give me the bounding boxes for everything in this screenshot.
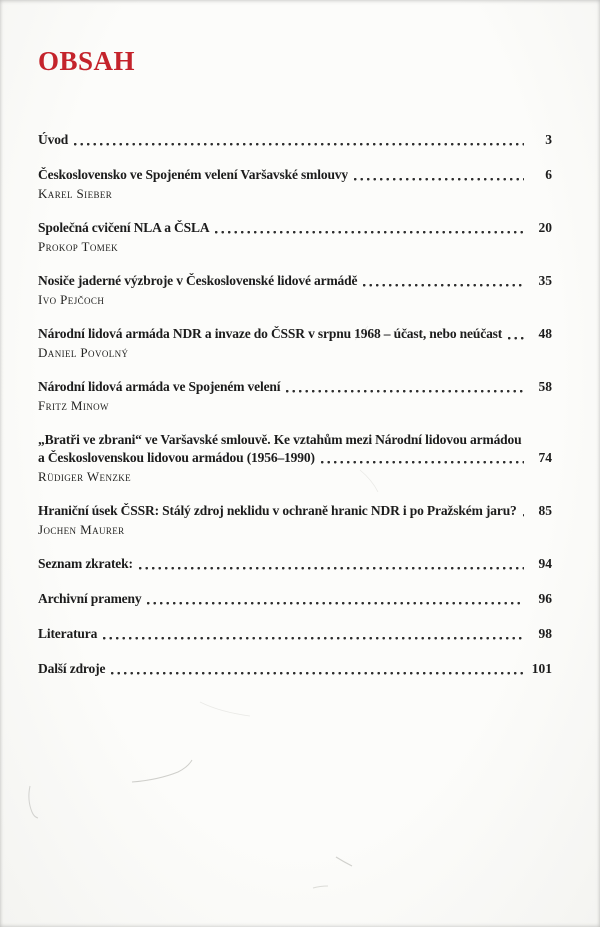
toc-entry-row — [38, 272, 552, 290]
toc-entry-row — [38, 590, 552, 608]
dot-leader — [508, 337, 524, 340]
dot-leader — [147, 602, 524, 605]
toc-entry — [38, 325, 552, 361]
toc-entry-title: Další zdroje — [38, 661, 106, 676]
toc-entry — [38, 660, 552, 678]
toc-entry-title: a Československou lidovou armádou (1956–1990) — [38, 450, 315, 465]
toc-entry-row — [38, 555, 552, 573]
toc-entry — [38, 272, 552, 308]
toc-entry-author: Fritz Minow — [38, 398, 109, 413]
toc-entry — [38, 166, 552, 202]
toc-entry-title: Československo ve Spojeném velení Varšavské smlouvy — [38, 167, 349, 182]
toc-entry-author: Prokop Tomek — [38, 239, 118, 254]
dot-leader — [215, 231, 524, 234]
toc-entry-title: Seznam zkratek: — [38, 556, 133, 571]
toc-entry-author: Daniel Povolný — [38, 345, 129, 360]
toc-entry-row — [38, 166, 552, 184]
toc-entry-page-number: 6 — [545, 167, 552, 182]
toc-entry-row — [38, 219, 552, 237]
dot-leader — [363, 284, 524, 287]
toc-entry-page-number: 35 — [538, 273, 552, 288]
toc-entry — [38, 131, 552, 149]
toc-entry-title: Národní lidová armáda NDR a invaze do ČSSR v srpnu 1968 – účast, nebo neúčast — [38, 326, 503, 341]
dot-leader — [321, 461, 524, 464]
toc-entry-row — [38, 131, 552, 149]
toc-list — [38, 131, 552, 678]
toc-entry-extra-lines — [38, 431, 552, 449]
toc-entry-page-number: 20 — [538, 220, 552, 235]
dot-leader — [523, 514, 524, 517]
toc-entry — [38, 555, 552, 573]
toc-entry — [38, 625, 552, 643]
dot-leader — [286, 390, 524, 393]
toc-entry-row — [38, 325, 552, 343]
toc-entry-author: Rüdiger Wenzke — [38, 469, 132, 484]
toc-entry-title: Literatura — [38, 626, 98, 641]
toc-entry — [38, 219, 552, 255]
toc-entry-page-number: 96 — [538, 591, 552, 606]
toc-entry-author: Ivo Pejčoch — [38, 292, 105, 307]
toc-entry-title: Nosiče jaderné výzbroje v Československé lidové armádě — [38, 273, 358, 288]
toc-entry-title: Hraniční úsek ČSSR: Stálý zdroj neklidu v ochraně hranic NDR i po Pražském jaru? — [38, 503, 517, 518]
dot-leader — [74, 143, 524, 146]
dot-leader — [111, 672, 524, 675]
toc-entry-page-number: 98 — [538, 626, 552, 641]
toc-entry-author: Jochen Maurer — [38, 522, 125, 537]
toc-entry-row — [38, 449, 552, 467]
toc-entry-title: Společná cvičení NLA a ČSLA — [38, 220, 210, 235]
toc-entry-row — [38, 378, 552, 396]
toc-entry-row — [38, 502, 552, 520]
toc-entry-page-number: 85 — [538, 503, 552, 518]
toc-entry — [38, 378, 552, 414]
toc-entry — [38, 590, 552, 608]
toc-entry-page-number: 94 — [538, 556, 552, 571]
toc-entry-row — [38, 625, 552, 643]
toc-entry-row — [38, 660, 552, 678]
toc-entry-author: Karel Sieber — [38, 186, 113, 201]
toc-entry — [38, 502, 552, 538]
toc-entry-title: Národní lidová armáda ve Spojeném velení — [38, 379, 281, 394]
toc-entry-title-line: „Bratři ve zbrani“ ve Varšavské smlouvě. Ke vztahům mezi Národní lidovou armádou — [38, 432, 522, 447]
toc-entry-page-number: 58 — [538, 379, 552, 394]
toc-entry-page-number: 48 — [538, 326, 552, 341]
toc-entry-title: Úvod — [38, 132, 69, 147]
toc-entry-title: Archivní prameny — [38, 591, 142, 606]
dot-leader — [354, 178, 524, 181]
dot-leader — [139, 567, 524, 570]
dot-leader — [103, 637, 524, 640]
page-title: OBSAH — [38, 46, 136, 76]
toc-entry-page-number: 3 — [545, 132, 552, 147]
toc-entry-page-number: 74 — [538, 450, 552, 465]
toc-entry — [38, 431, 552, 485]
toc-entry-page-number: 101 — [531, 661, 552, 676]
